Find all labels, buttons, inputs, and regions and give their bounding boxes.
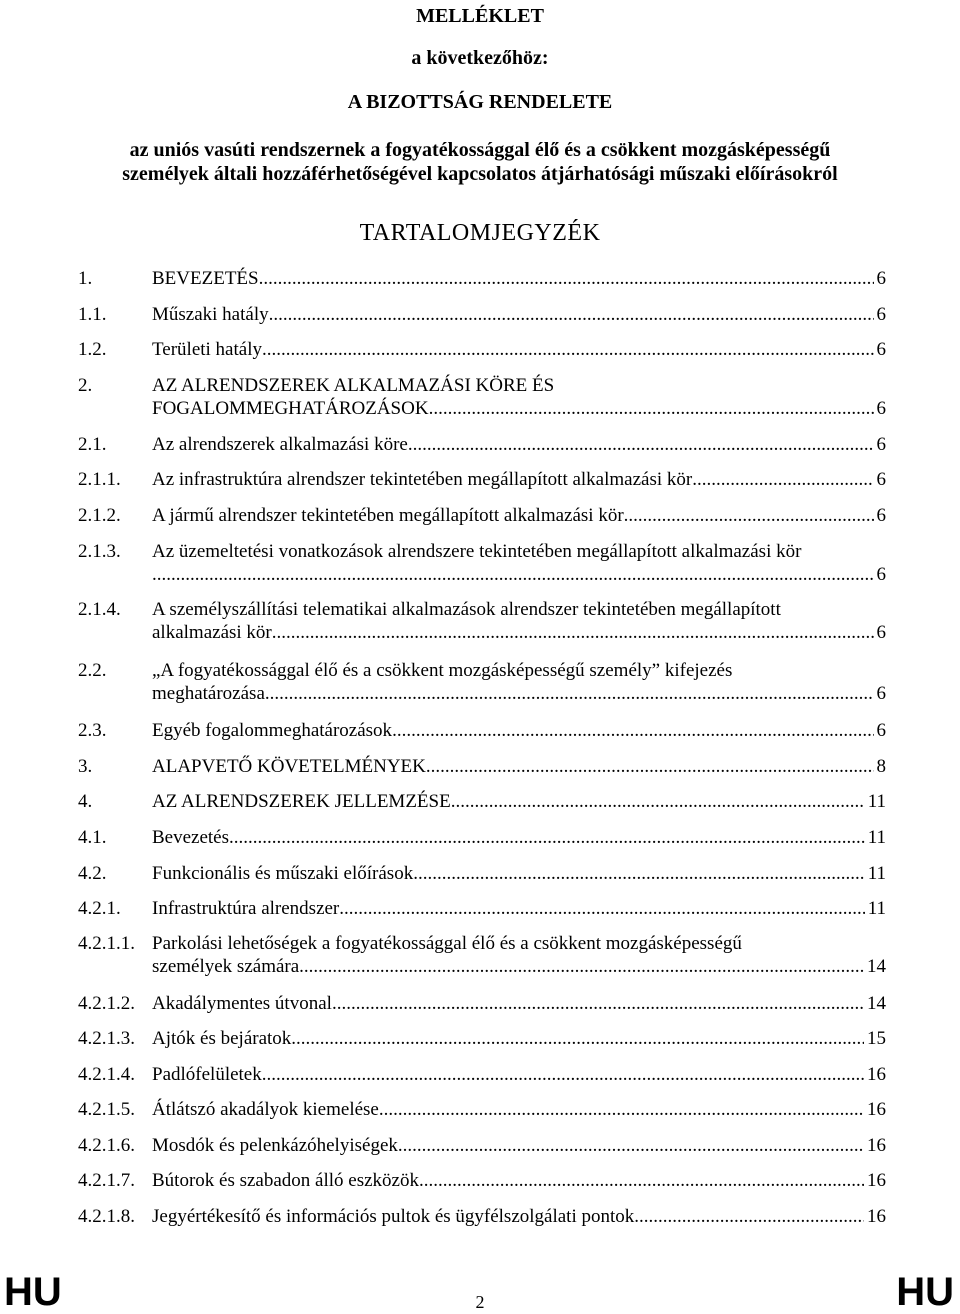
toc-entry-page: 6 — [876, 505, 886, 526]
toc-entry-number: 2.2. — [78, 660, 107, 681]
toc-entry-title: Egyéb fogalommeghatározások — [152, 720, 393, 741]
toc-entry-page: 6 — [876, 339, 886, 360]
toc-entry-page: 6 — [876, 398, 886, 419]
toc-entry-page: 6 — [876, 304, 886, 325]
toc-entry-title: ALAPVETŐ KÖVETELMÉNYEK — [152, 756, 426, 777]
toc-entry-number: 2. — [78, 375, 93, 396]
toc-leader-dots — [634, 1205, 864, 1228]
toc-entry-page: 15 — [867, 1028, 886, 1049]
toc-entry-page: 6 — [876, 564, 886, 585]
toc-leader-dots — [291, 1027, 864, 1050]
toc-entry-title: AZ ALRENDSZEREK JELLEMZÉSE — [152, 791, 451, 812]
toc-leader-dots — [392, 719, 873, 742]
toc-entry-title-line: Az üzemeltetési vonatkozások alrendszere tekintetében megállapított alkalmazási kör — [152, 541, 802, 562]
toc-entry-title: Területi hatály — [152, 339, 262, 360]
annex-to-line: a következőhöz: — [411, 47, 549, 69]
toc-entry-title-line: Parkolási lehetőségek a fogyatékossággal élő és a csökkent mozgásképességű — [152, 933, 742, 954]
language-code-right: HU — [896, 1270, 954, 1314]
toc-entry-number: 4.2.1.2. — [78, 993, 135, 1014]
toc-entry-number: 2.1.4. — [78, 599, 121, 620]
toc-entry-number: 2.1.3. — [78, 541, 121, 562]
toc-entry-page: 6 — [876, 469, 886, 490]
toc-leader-dots — [426, 755, 874, 778]
toc-entry-page: 6 — [876, 622, 886, 643]
toc-entry-page: 6 — [876, 683, 886, 704]
toc-entry-number: 2.1. — [78, 434, 107, 455]
toc-entry-number: 4.2.1.8. — [78, 1206, 135, 1227]
toc-entry-page: 16 — [867, 1206, 886, 1227]
toc-entry-page: 6 — [876, 434, 886, 455]
toc-entry-title: Ajtók és bejáratok — [152, 1028, 292, 1049]
subject-line-1: az uniós vasúti rendszernek a fogyatékossággal élő és a csökkent mozgásképességű — [129, 139, 831, 161]
toc-leader-dots — [262, 338, 874, 361]
toc-entry-title: alkalmazási kör — [152, 622, 272, 643]
toc-entry-title: Funkcionális és műszaki előírások — [152, 863, 414, 884]
toc-leader-dots — [429, 397, 874, 420]
toc-leader-dots — [379, 1098, 864, 1121]
toc-entry-number: 4. — [78, 791, 93, 812]
toc-entry-number: 2.1.2. — [78, 505, 121, 526]
toc-entry-page: 16 — [867, 1064, 886, 1085]
toc-entry-page: 6 — [876, 268, 886, 289]
toc-entry-page: 11 — [867, 898, 886, 919]
toc-entry-number: 2.3. — [78, 720, 107, 741]
toc-leader-dots — [451, 790, 865, 813]
toc-title: TARTALOMJEGYZÉK — [359, 220, 601, 246]
toc-entry-number: 4.2.1. — [78, 898, 121, 919]
toc-entry-title: Műszaki hatály — [152, 304, 269, 325]
toc-entry-number: 1.1. — [78, 304, 107, 325]
toc-entry-title-line: A személyszállítási telematikai alkalmazások alrendszer tekintetében megállapított — [152, 599, 781, 620]
toc-entry-page: 11 — [867, 791, 886, 812]
toc-leader-dots — [262, 1063, 864, 1086]
toc-leader-dots — [299, 955, 864, 978]
toc-entry-page: 16 — [867, 1170, 886, 1191]
subject-line-2: személyek általi hozzáférhetőségével kapcsolatos átjárhatósági műszaki előírásokról — [122, 163, 838, 185]
toc-entry-title: Mosdók és pelenkázóhelyiségek — [152, 1135, 398, 1156]
toc-entry-title: Akadálymentes útvonal — [152, 993, 332, 1014]
toc-entry-title: Padlófelületek — [152, 1064, 262, 1085]
language-code-left: HU — [4, 1270, 62, 1314]
toc-leader-dots — [272, 621, 874, 644]
toc-entry-page: 16 — [867, 1099, 886, 1120]
toc-leader-dots — [398, 1134, 864, 1157]
toc-entry-number: 4.2. — [78, 863, 107, 884]
toc-entry-title-line: „A fogyatékossággal élő és a csökkent mozgásképességű személy” kifejezés — [152, 660, 733, 681]
toc-entry-number: 4.1. — [78, 827, 107, 848]
toc-entry-title: Jegyértékesítő és információs pultok és ügyfélszolgálati pontok — [152, 1206, 635, 1227]
toc-entry-title: Átlátszó akadályok kiemelése — [152, 1099, 379, 1120]
toc-leader-dots — [624, 504, 874, 527]
toc-entry-number: 2.1.1. — [78, 469, 121, 490]
toc-leader-dots — [229, 826, 865, 849]
toc-entry-number: 4.2.1.4. — [78, 1064, 135, 1085]
toc-entry-number: 3. — [78, 756, 93, 777]
toc-entry-number: 4.2.1.3. — [78, 1028, 135, 1049]
toc-entry-number: 1. — [78, 268, 93, 289]
toc-entry-title: BEVEZETÉS — [152, 268, 259, 289]
toc-leader-dots — [152, 563, 874, 586]
toc-leader-dots — [332, 992, 864, 1015]
toc-entry-page: 11 — [867, 827, 886, 848]
act-title: A BIZOTTSÁG RENDELETE — [347, 91, 613, 113]
toc-entry-title: FOGALOMMEGHATÁROZÁSOK — [152, 398, 429, 419]
toc-entry-title: Az alrendszerek alkalmazási köre — [152, 434, 408, 455]
toc-leader-dots — [692, 468, 873, 491]
toc-entry-number: 1.2. — [78, 339, 107, 360]
toc-entry-title: A jármű alrendszer tekintetében megállapított alkalmazási kör — [152, 505, 624, 526]
toc-entry-number: 4.2.1.5. — [78, 1099, 135, 1120]
page-number: 2 — [475, 1292, 485, 1312]
toc-entry-page: 16 — [867, 1135, 886, 1156]
toc-entry-page: 11 — [867, 863, 886, 884]
toc-leader-dots — [408, 433, 874, 456]
toc-entry-title-line: AZ ALRENDSZEREK ALKALMAZÁSI KÖRE ÉS — [152, 375, 555, 396]
toc-entry-number: 4.2.1.7. — [78, 1170, 135, 1191]
toc-leader-dots — [265, 682, 874, 705]
toc-entry-title: meghatározása — [152, 683, 265, 704]
toc-entry-page: 8 — [876, 756, 886, 777]
toc-entry-title: személyek számára — [152, 956, 300, 977]
toc-leader-dots — [259, 267, 874, 290]
toc-leader-dots — [269, 303, 874, 326]
toc-entry-title: Bútorok és szabadon álló eszközök — [152, 1170, 419, 1191]
toc-entry-title: Bevezetés — [152, 827, 230, 848]
toc-entry-title: Az infrastruktúra alrendszer tekintetében megállapított alkalmazási kör — [152, 469, 693, 490]
toc-entry-title: Infrastruktúra alrendszer — [152, 898, 340, 919]
annex-heading: MELLÉKLET — [416, 5, 544, 27]
toc-entry-page: 14 — [867, 956, 886, 977]
toc-leader-dots — [413, 862, 864, 885]
toc-leader-dots — [419, 1169, 864, 1192]
toc-leader-dots — [339, 897, 864, 920]
toc-entry-number: 4.2.1.1. — [78, 933, 135, 954]
toc-entry-number: 4.2.1.6. — [78, 1135, 135, 1156]
toc-entry-page: 6 — [876, 720, 886, 741]
toc-entry-page: 14 — [867, 993, 886, 1014]
